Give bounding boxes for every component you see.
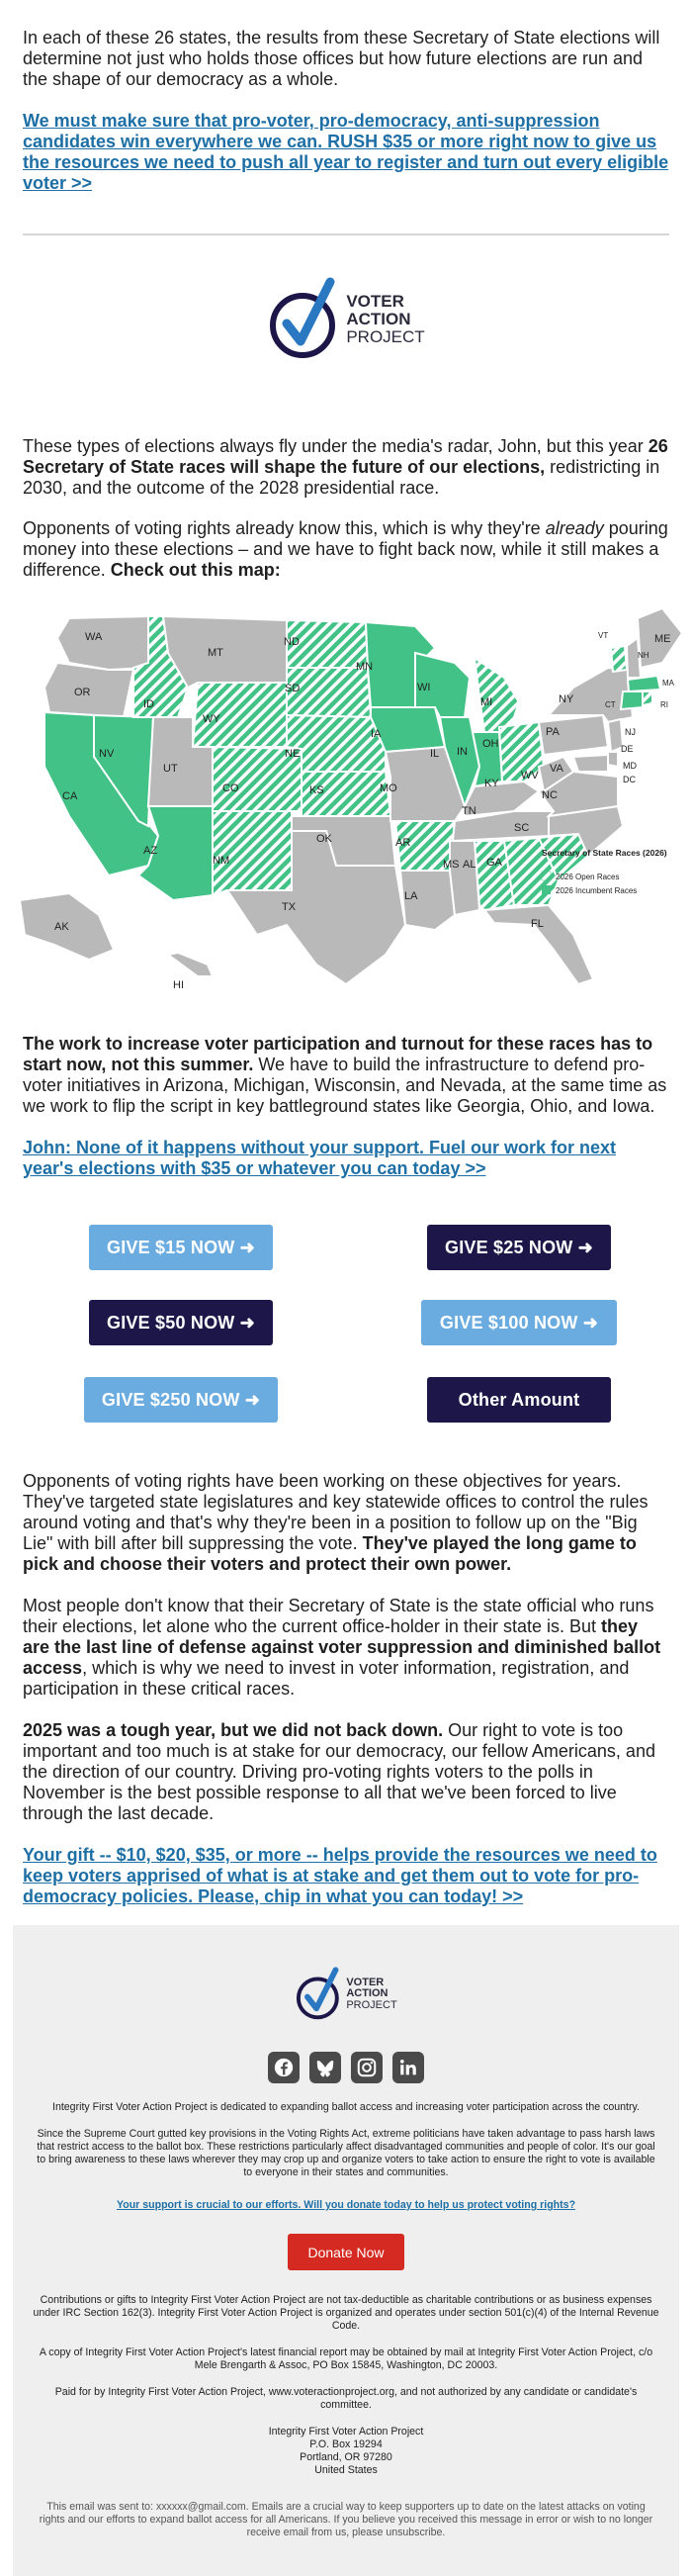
label-ms: MS [443, 859, 460, 871]
state-ri [643, 691, 652, 705]
state-md [573, 755, 608, 772]
legend-title: Secretary of State Races (2026) [542, 848, 667, 858]
state-de [608, 752, 618, 767]
label-wa: WA [85, 631, 103, 643]
footer-since: Since the Supreme Court gutted key provisions in the Voting Rights Act, extreme politicians have taken advantage to pass harsh laws that restrict access to the ballot box. These restrictions particularly affect disadvantaged communities and people of color. It's our goal to bring awareness to these laws wherever they may crop up and organize voters to take action to ensure the right to vote is available to everyone in their states and communities. [37, 2128, 655, 2178]
label-ia: IA [371, 728, 382, 740]
donation-buttons [0, 1197, 692, 1438]
state-wa [57, 616, 148, 670]
label-nv: NV [99, 748, 115, 760]
label-nh: NH [638, 651, 649, 660]
state-ne [287, 715, 386, 772]
footer-paid-for: Paid for by Integrity First Voter Action Project, www.voteractionproject.org, and not authorized by any candidate or candidate's committee. [54, 2386, 638, 2411]
give-50-button[interactable]: GIVE $50 NOW ➜ [89, 1300, 273, 1345]
label-az: AZ [143, 845, 158, 857]
label-or: OR [74, 687, 91, 698]
us-map-graphic [0, 608, 692, 989]
section-opponents [0, 1471, 692, 1907]
long-game-paragraph: Opponents of voting rights have been working on these objectives for years. They've targeted state legislatures and key statewide offices to control the rules around voting and that's why they're been in a position to follow up on the "Big Lie" with bill after bill suppressing the vote. They've played the long game to pick and choose their voters and protect their own power. [23, 1471, 649, 1574]
label-mt: MT [208, 647, 223, 659]
logo-line-3: PROJECT [346, 326, 425, 346]
label-ca: CA [62, 790, 78, 802]
address-line-2: P.O. Box 19294 [309, 2438, 383, 2450]
footer-tax-disclaimer: Contributions or gifts to Integrity First Voter Action Project are not tax-deductible as charitable contributions or as business expenses under IRC Section 162(3). Integrity First Voter Action Project is organized and operates under section 501(c)(4) of the Internal Revenue Code. [33, 2294, 659, 2332]
label-ny: NY [559, 693, 574, 705]
label-la: LA [404, 890, 418, 902]
facebook-icon[interactable] [268, 2052, 300, 2083]
footer-logo-line-2: ACTION [346, 1987, 389, 2000]
label-in: IN [457, 746, 468, 758]
footer-mission: Integrity First Voter Action Project is dedicated to expanding ballot access and increasing voter participation across the country. [52, 2101, 640, 2113]
label-tn: TN [462, 805, 476, 817]
state-ia [371, 707, 445, 752]
label-ky: KY [484, 778, 499, 789]
label-dc: DC [623, 775, 636, 784]
last-line-paragraph: Most people don't know that their Secretary of State is the state official who runs their elections, let alone who the current office-holder in their state is. But they are the last line of defense against voter suppression and diminished ballot access, which is why we need to invest in voter information, registration, and participation in these critical races. [23, 1596, 661, 1699]
give-25-button[interactable]: GIVE $25 NOW ➜ [427, 1225, 611, 1270]
gift-donate-link[interactable]: Your gift -- $10, $20, $35, or more -- helps provide the resources we need to keep voters apprised of what is at stake and get them out to vote for pro-democracy policies. Please, chip in what you can today! >> [23, 1845, 657, 1906]
address-line-1: Integrity First Voter Action Project [268, 2426, 424, 2438]
intro-section [0, 0, 692, 194]
state-ma [628, 676, 660, 691]
logo-line-1: VOTER [346, 292, 404, 312]
label-ak: AK [54, 921, 69, 933]
footer-donate-wrap [13, 2234, 679, 2270]
label-ma: MA [662, 679, 674, 688]
address-line-4: United States [314, 2464, 378, 2476]
label-vt: VT [598, 631, 609, 640]
divider [23, 233, 669, 235]
label-sc: SC [514, 822, 530, 834]
label-fl: FL [531, 918, 544, 930]
label-wv: WV [521, 770, 539, 782]
label-il: IL [430, 748, 440, 760]
sos-races-map [0, 608, 692, 989]
voter-action-logo [0, 275, 692, 364]
label-mn: MN [356, 661, 374, 673]
label-ok: OK [316, 833, 332, 845]
social-links [13, 2052, 679, 2083]
legend-open-swatch [542, 872, 551, 880]
label-ut: UT [163, 763, 178, 775]
logo-wordmark [346, 293, 424, 346]
state-mt [163, 616, 287, 688]
footer-checkmark-logo-icon [295, 1966, 342, 2023]
footer-support-link[interactable]: Your support is crucial to our efforts. Will you donate today to help us protect voting rights? [116, 2199, 576, 2211]
label-nc: NC [542, 789, 558, 801]
footer-logo-line-1: VOTER [346, 1976, 385, 1988]
intro-paragraph: In each of these 26 states, the results from these Secretary of State elections will determine not just who holds those offices but how future elections are run and the shape of our democracy as a whole. [23, 28, 660, 89]
state-fl [484, 905, 593, 984]
races-paragraph: These types of elections always fly under the media's radar, John, but this year 26 Secretary of State races will shape the future of our elections, redistricting in 2030, and the outcome of the 2028 presidential race. [23, 436, 668, 498]
label-ar: AR [395, 837, 411, 849]
label-ri: RI [660, 700, 668, 709]
label-de: DE [621, 744, 634, 754]
label-id: ID [143, 698, 154, 710]
label-nm: NM [213, 855, 230, 867]
opponents-paragraph: Opponents of voting rights already know this, which is why they're already pouring money into these elections – and we have to fight back now, while it still makes a difference. Check out this map: [23, 518, 668, 580]
fuel-donate-link[interactable]: John: None of it happens without your support. Fuel our work for next year's elections with $35 or whatever you can today >> [23, 1138, 616, 1178]
label-wi: WI [417, 682, 431, 693]
section-work [0, 1034, 692, 1179]
state-ct [621, 691, 643, 709]
bluesky-icon[interactable] [309, 2052, 341, 2083]
give-15-button[interactable]: GIVE $15 NOW ➜ [89, 1225, 273, 1270]
section-races [0, 436, 692, 581]
footer-sent-notice: This email was sent to: xxxxxx@gmail.com. Emails are a crucial way to keep supporters up to date on the latest attacks on voting rights and our efforts to expand ballot access for all Americans. If you believe you received this message in error or wish to no longer receive email from us, please unsubscribe. [39, 2501, 653, 2538]
legend-incumbent-swatch [542, 885, 551, 894]
footer-logo [13, 1965, 679, 2024]
label-nj: NJ [625, 727, 636, 737]
label-me: ME [654, 633, 671, 645]
label-ct: CT [605, 700, 616, 709]
label-md: MD [623, 761, 637, 771]
donate-now-button[interactable]: Donate Now [288, 2234, 404, 2270]
label-sd: SD [285, 683, 301, 694]
footer-logo-wordmark [346, 1978, 396, 2012]
footer-financial-report: A copy of Integrity First Voter Action Project's latest financial report may be obtained by mail at Integrity First Voter Action Project, c/o Mele Brengarth & Assoc, PO Box 15845, Washington, DC 20003. [39, 2346, 653, 2371]
label-al: AL [463, 859, 476, 871]
state-hi [168, 953, 213, 976]
label-va: VA [550, 763, 563, 775]
state-vt [611, 646, 627, 672]
tough-year-paragraph: 2025 was a tough year, but we did not back down. Our right to vote is too important and too much is at stake for our democracy, our fellow Americans, and the direction of our country. Driving pro-voting rights voters to the polls in November is the best possible response to all that we've been forced to live through the last decade. [23, 1720, 655, 1823]
intro-donate-link[interactable]: We must make sure that pro-voter, pro-democracy, anti-suppression candidates win everywhere we can. RUSH $35 or more right now to give us the resources we need to push all year to register and turn out every eligible voter >> [23, 111, 669, 193]
give-100-button[interactable]: GIVE $100 NOW ➜ [421, 1300, 617, 1345]
label-hi: HI [173, 979, 184, 989]
address-line-3: Portland, OR 97280 [300, 2451, 392, 2463]
label-oh: OH [482, 738, 499, 750]
other-amount-button[interactable]: Other Amount [427, 1377, 611, 1423]
give-250-button[interactable]: GIVE $250 NOW ➜ [84, 1377, 278, 1423]
label-pa: PA [546, 726, 560, 738]
checkmark-logo-icon [267, 276, 340, 363]
linkedin-icon[interactable] [392, 2052, 424, 2083]
state-nm [213, 811, 292, 895]
label-tx: TX [282, 901, 297, 913]
label-ks: KS [309, 784, 324, 796]
label-co: CO [222, 782, 239, 794]
legend-open-label: 2026 Open Races [556, 873, 620, 881]
label-ga: GA [486, 857, 502, 869]
label-mo: MO [380, 782, 397, 794]
instagram-icon[interactable] [351, 2052, 383, 2083]
label-wy: WY [203, 713, 220, 725]
label-ne: NE [285, 748, 301, 760]
footer-logo-line-3: PROJECT [346, 1998, 397, 2011]
logo-line-2: ACTION [346, 310, 411, 329]
work-paragraph: The work to increase voter participation and turnout for these races has to start now, not this summer. We have to build the infrastructure to defend pro-voter initiatives in Arizona, Michigan, Wisconsin, and Nevada, at the same time as we work to flip the script in key battleground states like Georgia, Ohio, and Iowa. [23, 1034, 667, 1116]
label-mi: MI [480, 696, 493, 708]
label-nd: ND [284, 636, 300, 648]
legend-incumbent-label: 2026 Incumbent Races [556, 886, 638, 895]
footer [13, 1925, 679, 2576]
state-mi [475, 658, 519, 732]
footer-address [13, 2426, 679, 2477]
